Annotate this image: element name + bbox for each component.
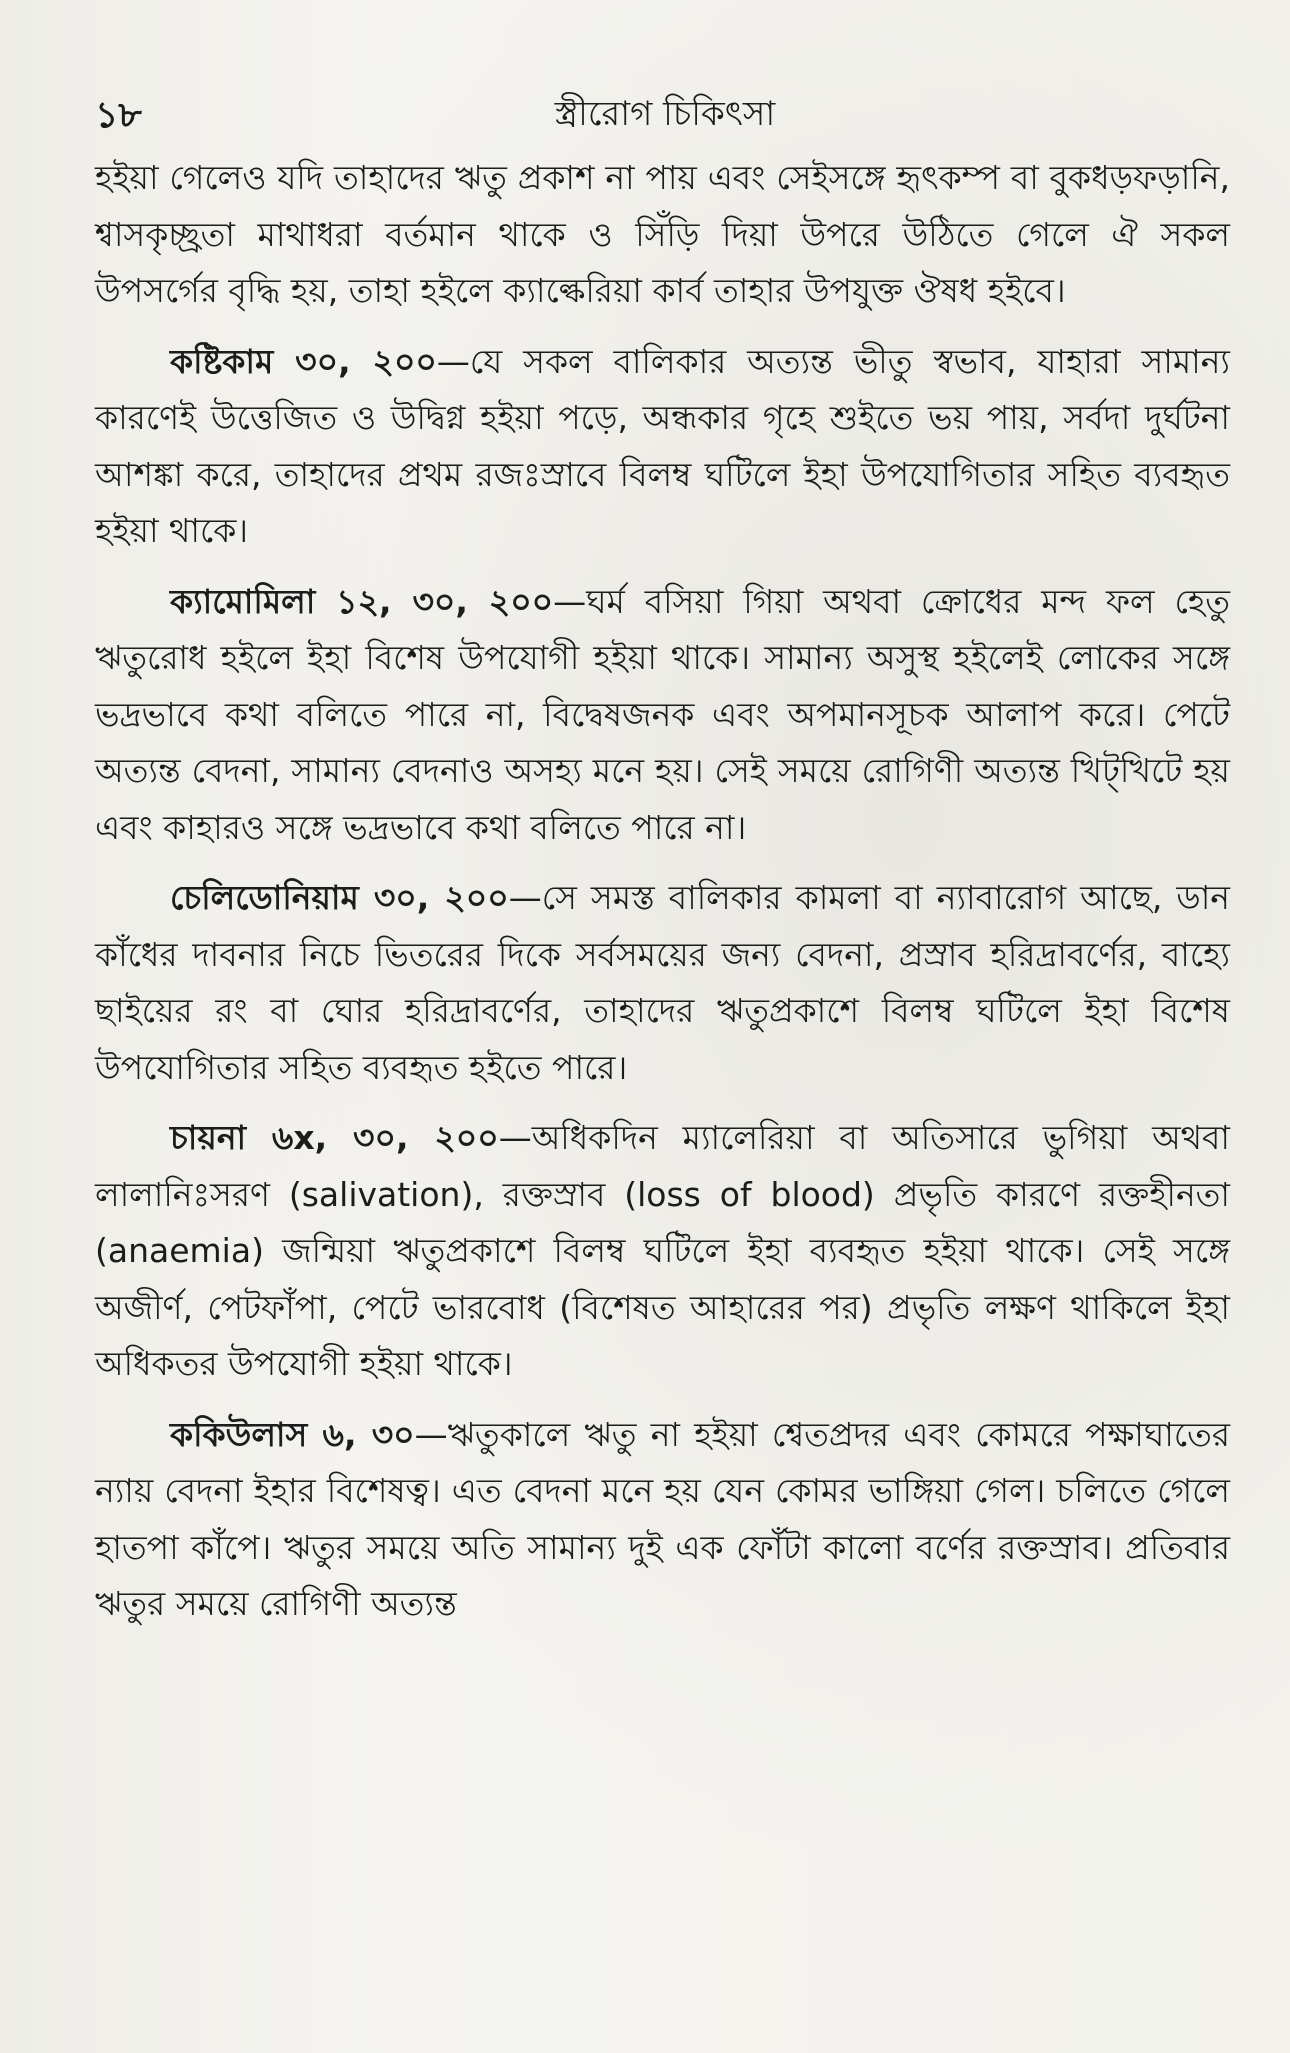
page-header (95, 88, 1235, 138)
remedy-heading: কষ্টিকাম ৩০, ২০০ (170, 341, 437, 381)
paragraph-text: —অধিকদিন ম্যালেরিয়া বা অতিসারে ভুগিয়া অথবা লালানিঃসরণ (salivation), রক্তস্রাব (loss of blood) প্রভৃতি কারণে রক্তহীনতা (anaemia) জন্মিয়া ঋতুপ্রকাশে বিলম্ব ঘটিলে ইহা ব্যবহৃত হইয়া থাকে। সেই সঙ্গে অজীর্ণ, পেটফাঁপা, পেটে ভারবোধ (বিশেষত আহারের পর) প্রভৃতি লক্ষণ থাকিলে ইহা অধিকতর উপযোগী হইয়া থাকে। (95, 1118, 1230, 1383)
paragraph-text: —ঘর্ম বসিয়া গিয়া অথবা ক্রোধের মন্দ ফল হেতু ঋতুরোধ হইলে ইহা বিশেষ উপযোগী হইয়া থাকে। সামান্য অসুস্থ হইলেই লোকের সঙ্গে ভদ্রভাবে কথা বলিতে পারে না, বিদ্বেষজনক এবং অপমানসূচক আলাপ করে। পেটে অত্যন্ত বেদনা, সামান্য বেদনাও অসহ্য মনে হয়। সেই সময়ে রোগিণী অত্যন্ত খিট্‌খিটে হয় এবং কাহারও সঙ্গে ভদ্রভাবে কথা বলিতে পারে না। (95, 581, 1231, 847)
paragraph-text: —ঋতুকালে ঋতু না হইয়া শ্বেতপ্রদর এবং কোমরে পক্ষাঘাতের ন্যায় বেদনা ইহার বিশেষত্ব। এত বেদনা মনে হয় যেন কোমর ভাঙ্গিয়া গেল। চলিতে গেলে হাতপা কাঁপে। ঋতুর সময়ে অতি সামান্য দুই এক ফোঁটা কালো বর্ণের রক্তস্রাব। প্রতিবার ঋতুর সময়ে রোগিণী অত্যন্ত (95, 1414, 1230, 1623)
body-text (95, 150, 1230, 1647)
remedy-heading: ক্যামোমিলা ১২, ৩০, ২০০ (170, 581, 554, 621)
paragraph-continuation (95, 150, 1230, 320)
paragraph-text: হইয়া গেলেও যদি তাহাদের ঋতু প্রকাশ না পায় এবং সেইসঙ্গে হৃৎকম্প বা বুকধড়ফড়ানি, শ্বাসকৃচ্ছ্রতা মাথাধরা বর্তমান থাকে ও সিঁড়ি দিয়া উপরে উঠিতে গেলে ঐ সকল উপসর্গের বৃদ্ধি হয়, তাহা হইলে ক্যাল্কেরিয়া কার্ব তাহার উপযুক্ত ঔষধ হইবে। (95, 158, 1230, 310)
running-title: স্ত্রীরোগ চিকিৎসা (554, 94, 776, 134)
paragraph-causticum (95, 334, 1230, 560)
remedy-heading: চায়না ৬x, ৩০, ২০০ (170, 1118, 499, 1157)
paragraph-chelidonium (95, 870, 1230, 1096)
paragraph-china (95, 1110, 1230, 1393)
paragraph-text: —যে সকল বালিকার অত্যন্ত ভীতু স্বভাব, যাহারা সামান্য কারণেই উত্তেজিত ও উদ্বিগ্ন হইয়া পড়ে, অন্ধকার গৃহে শুইতে ভয় পায়, সর্বদা দুর্ঘটনা আশঙ্কা করে, তাহাদের প্রথম রজঃস্রাবে বিলম্ব ঘটিলে ইহা উপযোগিতার সহিত ব্যবহৃত হইয়া থাকে। (95, 341, 1230, 550)
paragraph-text: —সে সমস্ত বালিকার কামলা বা ন্যাবারোগ আছে, ডান কাঁধের দাবনার নিচে ভিতরের দিকে সর্বসময়ের জন্য বেদনা, প্রস্রাব হরিদ্রাবর্ণের, বাহ্যে ছাইয়ের রং বা ঘোর হরিদ্রাবর্ণের, তাহাদের ঋতুপ্রকাশে বিলম্ব ঘটিলে ইহা বিশেষ উপযোগিতার সহিত ব্যবহৃত হইতে পারে। (95, 878, 1230, 1087)
page-number: ১৮ (95, 95, 142, 136)
remedy-heading: চেলিডোনিয়াম ৩০, ২০০ (170, 878, 509, 917)
remedy-heading: ককিউলাস ৬, ৩০ (170, 1414, 415, 1454)
paragraph-cocculus (95, 1407, 1230, 1633)
paragraph-chamomilla (95, 574, 1230, 857)
